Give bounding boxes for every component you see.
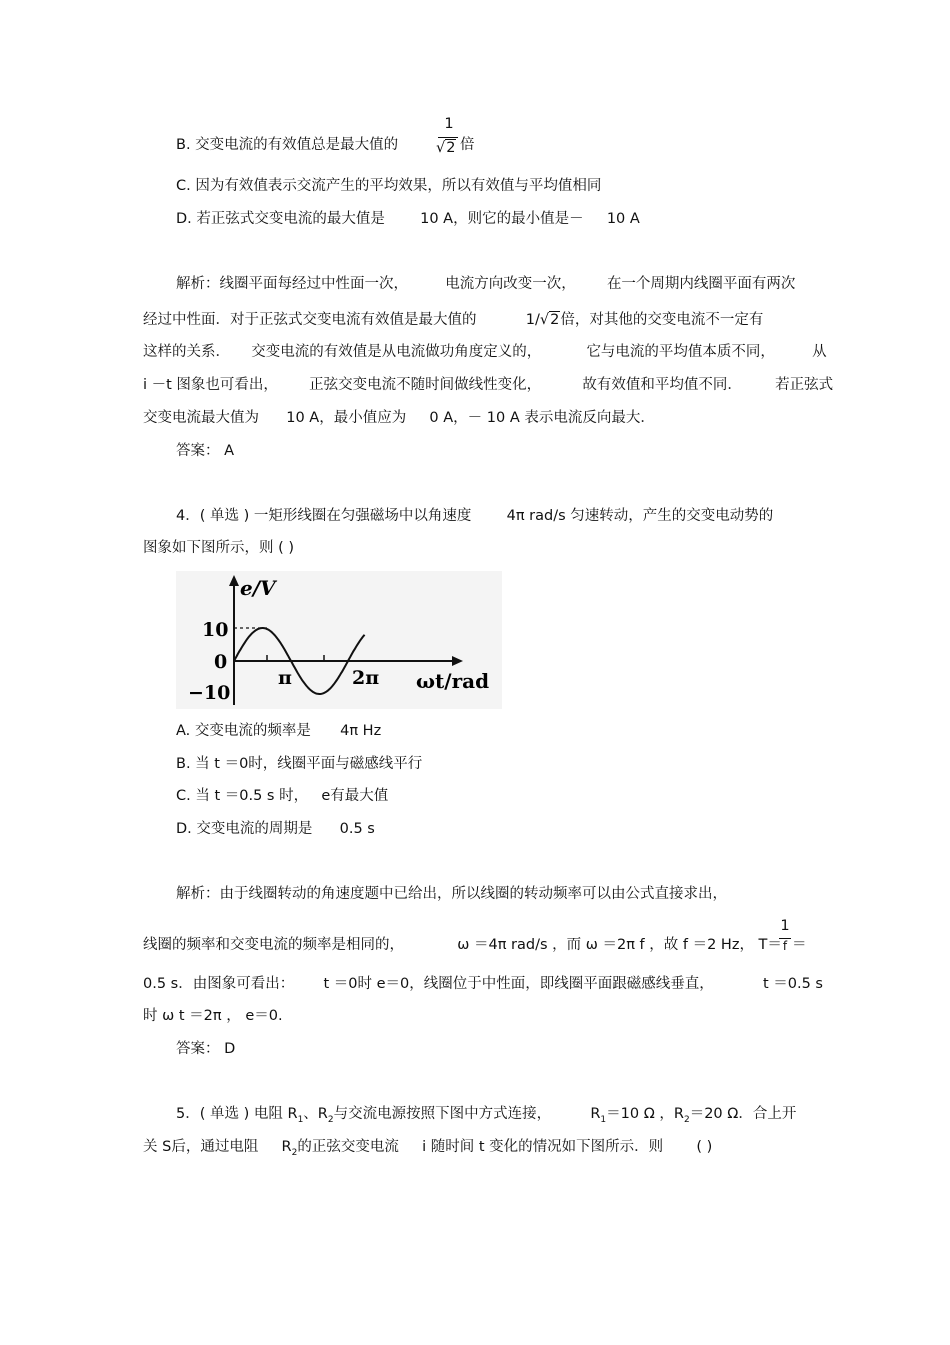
text-run: 4π Hz [340, 723, 382, 739]
text-run: 0.5 s [339, 821, 375, 837]
option-d-part: D. 若正弦式交变电流的最大值是 [176, 211, 385, 227]
text-run: 时 ω t ＝2π ， e＝0. [143, 1008, 283, 1024]
text-run: ＝ [792, 937, 807, 953]
denominator: f [782, 939, 788, 953]
text-run: 从 [812, 344, 827, 360]
text-run: 0 A，－ 10 A 表示电流反向最大． [429, 410, 655, 426]
q3-analysis-line-4 [143, 375, 833, 395]
text-run: B. 当 t ＝0时，线圈平面与磁感线平行 [176, 756, 423, 772]
text-run: 1/ [525, 312, 540, 328]
q3-option-d [176, 209, 640, 229]
q4-option-a [176, 721, 381, 741]
answer-text: 答案： D [176, 1041, 236, 1057]
answer-text: 答案： A [176, 443, 235, 459]
text-run: 与交流电源按照下图中方式连接， [333, 1106, 552, 1122]
subscript: 1 [297, 1114, 304, 1125]
text-run: 倍，对其他的交变电流不一定有 [560, 312, 764, 328]
q3-answer [176, 441, 234, 461]
text-run: t ＝0时 e＝0，线圈位于中性面，即线圈平面跟磁感线垂直， [323, 976, 714, 992]
x-tick-label-2pi: 2π [352, 667, 380, 689]
text-run: 5．( 单选 ) 电阻 R [176, 1106, 298, 1122]
q5-stem-line-1 [176, 1104, 796, 1130]
sqrt-icon: √ [539, 312, 550, 328]
text-run: 故有效值和平均值不同． [582, 377, 742, 393]
subscript: 2 [683, 1114, 690, 1125]
text-run: R [590, 1106, 601, 1122]
y-tick-label-10: 10 [202, 619, 229, 641]
text-run: 若正弦式 [775, 377, 834, 393]
text-run: i －t 图象也可看出， [143, 377, 278, 393]
text-run: 交变电流的有效值是从电流做功角度定义的， [251, 344, 542, 360]
y-axis-label: e/V [240, 576, 276, 600]
x-axis-label: ωt/rad [416, 669, 490, 693]
text-run: 交变电流最大值为 [143, 410, 259, 426]
text-run: 正弦交变电流不随时间做线性变化， [309, 377, 542, 393]
q4-option-c [176, 786, 388, 806]
numerator: 1 [780, 918, 790, 934]
fraction-numerator [778, 918, 792, 934]
text-run: 在一个周期内线圈平面有两次 [606, 276, 796, 292]
text-run: 图象如下图所示，则 ( ) [143, 540, 295, 556]
numerator: 1 [444, 116, 454, 132]
text-run: 4．( 单选 ) 一矩形线圈在匀强磁场中以角速度 [176, 508, 472, 524]
fraction-numerator [441, 116, 457, 132]
fraction-denominator [778, 939, 792, 953]
text-run: 它与电流的平均值本质不同， [586, 344, 775, 360]
text-run: 电流方向改变一次， [445, 276, 576, 292]
text-run: 的正弦交变电流 [297, 1139, 399, 1155]
text-run: 4π rad/s 匀速转动，产生的交变电动势的 [506, 508, 774, 524]
text-run: D. 交变电流的周期是 [176, 821, 313, 837]
q4-answer [176, 1039, 235, 1059]
text-run: ＝10 Ω ，R [606, 1106, 684, 1122]
text-run: i 随时间 t 变化的情况如下图所示．则 [422, 1139, 664, 1155]
text-run: t ＝0.5 s [762, 976, 823, 992]
y-tick-label-0: 0 [214, 651, 228, 673]
suffix-text: 倍 [460, 137, 475, 153]
q4-option-d [176, 819, 375, 839]
text-run: ω ＝4π rad/s ，而 ω ＝2π f ，故 f ＝2 Hz， T＝ [457, 937, 782, 953]
text-run: e有最大值 [321, 788, 389, 804]
option-c-text: C. 因为有效值表示交流产生的平均效果，所以有效值与平均值相同 [176, 178, 602, 194]
q3-analysis-line-3 [143, 342, 827, 362]
q3-analysis-line-1 [176, 274, 795, 294]
option-d-part: 10 A [606, 211, 640, 227]
text-run: 、R [303, 1106, 328, 1122]
subscript: 2 [327, 1114, 334, 1125]
text-run: 关 S后，通过电阻 [143, 1139, 259, 1155]
text-run: ( ) [696, 1139, 713, 1155]
q4-analysis-line-2 [143, 935, 782, 955]
radicand: 2 [446, 140, 456, 156]
q4-analysis-line-3 [143, 974, 823, 994]
text-run: A. 交变电流的频率是 [176, 723, 311, 739]
times-suffix [460, 135, 475, 155]
text-run: 这样的关系． [143, 344, 230, 360]
option-d-part: 10 A，则它的最小值是－ [420, 211, 584, 227]
y-tick-label-neg10: −10 [188, 682, 231, 704]
text-run: 解析：线圈平面每经过中性面一次， [176, 276, 408, 292]
fraction-bar [438, 137, 458, 138]
text-run: R [281, 1139, 292, 1155]
q4-stem-line-2 [143, 538, 294, 558]
text-run: C. 当 t ＝0.5 s 时， [176, 788, 309, 804]
text-run: 10 A，最小值应为 [286, 410, 407, 426]
q5-stem-line-2 [143, 1137, 712, 1163]
text-run: 经过中性面．对于正弦式交变电流有效值是最大值的 [143, 312, 477, 328]
q4-analysis-line-1 [176, 884, 727, 904]
text-run: ＝20 Ω．合上开 [689, 1106, 797, 1122]
q3-option-b [176, 135, 398, 155]
x-tick-label-pi: π [278, 667, 292, 689]
sqrt-denominator: √2 [436, 140, 456, 156]
radicand: 2 [550, 312, 560, 328]
q3-option-c [176, 176, 601, 196]
subscript: 1 [600, 1114, 607, 1125]
subscript: 2 [291, 1147, 298, 1158]
q3-analysis-line-2 [143, 310, 763, 330]
text-run: 线圈的频率和交变电流的频率是相同的， [143, 937, 404, 953]
q4-option-b [176, 754, 422, 774]
option-b-text: B. 交变电流的有效值总是最大值的 [176, 137, 399, 153]
text-run: 解析：由于线圈转动的角速度题中已给出，所以线圈的转动频率可以由公式直接求出， [176, 886, 727, 902]
q4-stem-line-1 [176, 506, 773, 526]
emf-sine-graph [176, 571, 502, 709]
equals-sign [792, 935, 807, 955]
q3-analysis-line-5 [143, 408, 655, 428]
text-run: 0.5 s．由图象可看出： [143, 976, 295, 992]
q4-analysis-line-4 [143, 1006, 283, 1026]
